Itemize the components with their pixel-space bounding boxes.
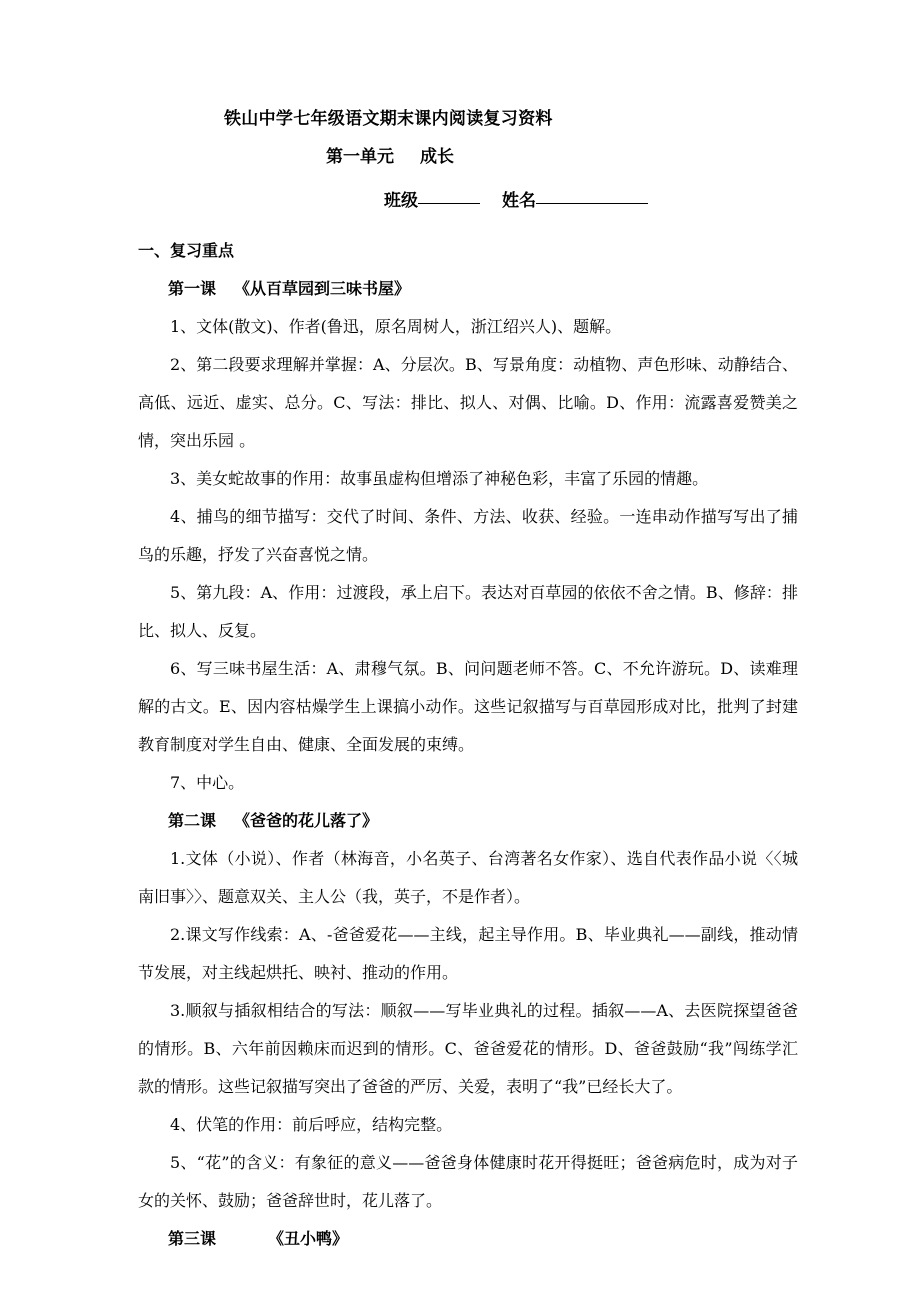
lesson-item: 3.顺叙与插叙相结合的写法：顺叙——写毕业典礼的过程。插叙——A、去医院探望爸爸的情形。B、六年前因赖床而迟到的情形。C、爸爸爱花的情形。D、爸爸鼓励“我”闯练学汇款的情形。这些记叙描写突出了爸爸的严厉、关爱，表明了“我”已经长大了。 [138, 1001, 798, 1096]
lesson-title: 《丑小鸭》 [268, 1229, 349, 1248]
lesson-item: 2.课文写作线索：A、-爸爸爱花——主线，起主导作用。B、毕业典礼——副线，推动情节发展，对主线起烘托、映衬、推动的作用。 [138, 925, 798, 982]
name-field-label: 姓名 [502, 191, 536, 211]
lesson-heading-2 [138, 802, 798, 840]
section-heading-review-points: 一、复习重点 [138, 241, 235, 260]
class-field-blank[interactable] [418, 189, 480, 204]
lesson-number: 第一课 [168, 279, 217, 298]
document-content [138, 100, 798, 1258]
lesson-item: 5、第九段：A、作用：过渡段，承上启下。表达对百草园的依依不舍之情。B、修辞：排比、拟人、反复。 [138, 583, 798, 640]
lesson-item: 1.文体（小说）、作者（林海音，小名英子、台湾著名女作家）、选自代表作品小说〈〈城南旧事〉〉、题意双关、主人公（我，英子，不是作者）。 [138, 849, 798, 906]
lesson-item: 6、写三味书屋生活：A、肃穆气氛。B、问问题老师不答。C、不允许游玩。D、读难理解的古文。E、因内容枯燥学生上课搞小动作。这些记叙描写与百草园形成对比，批判了封建教育制度对学生自由、健康、全面发展的束缚。 [138, 659, 798, 754]
lesson-item: 2、第二段要求理解并掌握：A、分层次。B、写景角度：动植物、声色形味、动静结合、高低、远近、虚实、总分。C、写法：排比、拟人、对偶、比喻。D、作用：流露喜爱赞美之情，突出乐园 。 [138, 355, 798, 450]
lesson-title: 《从百草园到三味书屋》 [234, 279, 411, 298]
lesson-item: 7、中心。 [170, 773, 245, 792]
lesson-title: 《爸爸的花儿落了》 [234, 811, 379, 830]
lesson-item: 1、文体(散文)、作者(鲁迅，原名周树人，浙江绍兴人)、题解。 [170, 317, 622, 336]
lesson-item: 3、美女蛇故事的作用：故事虽虚构但增添了神秘色彩，丰富了乐园的情趣。 [170, 469, 709, 488]
lesson-number: 第二课 [168, 811, 217, 830]
student-fields [138, 182, 798, 220]
lesson-heading-3 [138, 1220, 798, 1258]
class-field-label: 班级 [384, 191, 418, 211]
lesson-heading-1 [138, 270, 798, 308]
lesson-item: 4、捕鸟的细节描写：交代了时间、条件、方法、收获、经验。一连串动作描写写出了捕鸟的乐趣，抒发了兴奋喜悦之情。 [138, 507, 798, 564]
name-field-blank[interactable] [536, 189, 648, 204]
unit-subtitle [138, 138, 798, 176]
lesson-item: 4、伏笔的作用：前后呼应，结构完整。 [170, 1115, 453, 1134]
lesson-item: 5、“花”的含义：有象征的意义——爸爸身体健康时花开得挺旺；爸爸病危时，成为对子女的关怀、鼓励；爸爸辞世时，花儿落了。 [138, 1153, 798, 1210]
unit-theme: 成长 [420, 147, 454, 167]
unit-label: 第一单元 [326, 147, 394, 167]
page-title: 铁山中学七年级语文期末课内阅读复习资料 [224, 109, 553, 129]
lesson-number: 第三课 [168, 1229, 217, 1248]
